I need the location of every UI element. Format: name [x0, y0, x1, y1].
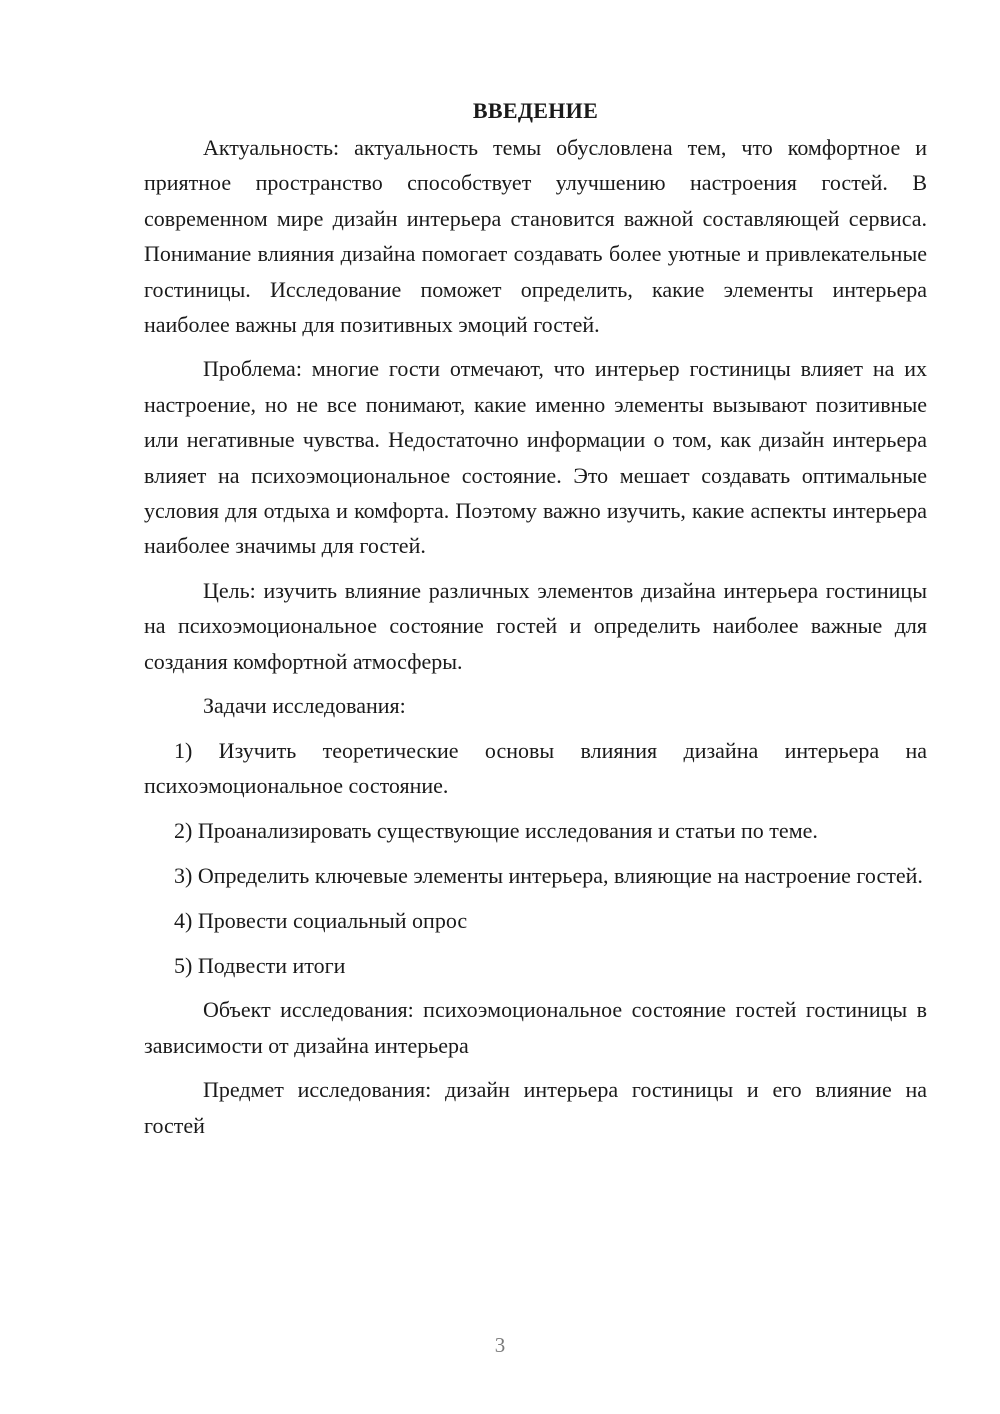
task-item-4: 4) Провести социальный опрос [174, 907, 468, 933]
paragraph-object: Объект исследования: психоэмоциональное состояние гостей гостиницы в зависимости от дизайна интерьера [144, 997, 927, 1058]
task-item-3: 3) Определить ключевые элементы интерьера, влияющие на настроение гостей. [174, 862, 923, 888]
page-number: 3 [494, 1333, 506, 1357]
paragraph-relevance: Актуальность: актуальность темы обусловлена тем, что комфортное и приятное пространство способствует улучшению настроения гостей. В современном мире дизайн интерьера становится важной составляющей сервиса. Понимание влияния дизайна помогает создавать более уютные и привлекательные гостиницы. Исследование поможет определить, какие элементы интерьера наиболее важны для позитивных эмоций гостей. [144, 135, 927, 338]
task-item-2: 2) Проанализировать существующие исследования и статьи по теме. [174, 817, 818, 843]
paragraph-subject: Предмет исследования: дизайн интерьера гостиницы и его влияние на гостей [144, 1077, 927, 1138]
paragraph-tasks-intro: Задачи исследования: [203, 693, 406, 719]
task-item-1: 1) Изучить теоретические основы влияния дизайна интерьера на психоэмоциональное состояние. [144, 737, 927, 798]
task-item-5: 5) Подвести итоги [174, 952, 346, 978]
paragraph-problem: Проблема: многие гости отмечают, что интерьер гостиницы влияет на их настроение, но не все понимают, какие именно элементы вызывают позитивные или негативные чувства. Недостаточно информации о том, как дизайн интерьера влияет на психоэмоциональное состояние. Это мешает создавать оптимальные условия для отдыха и комфорта. Поэтому важно изучить, какие аспекты интерьера наиболее значимы для гостей. [144, 356, 927, 559]
paragraph-goal: Цель: изучить влияние различных элементов дизайна интерьера гостиницы на психоэмоциональное состояние гостей и определить наиболее важные для создания комфортной атмосферы. [144, 577, 927, 674]
document-page [144, 96, 927, 1152]
section-heading: ВВЕДЕНИЕ [472, 98, 599, 123]
